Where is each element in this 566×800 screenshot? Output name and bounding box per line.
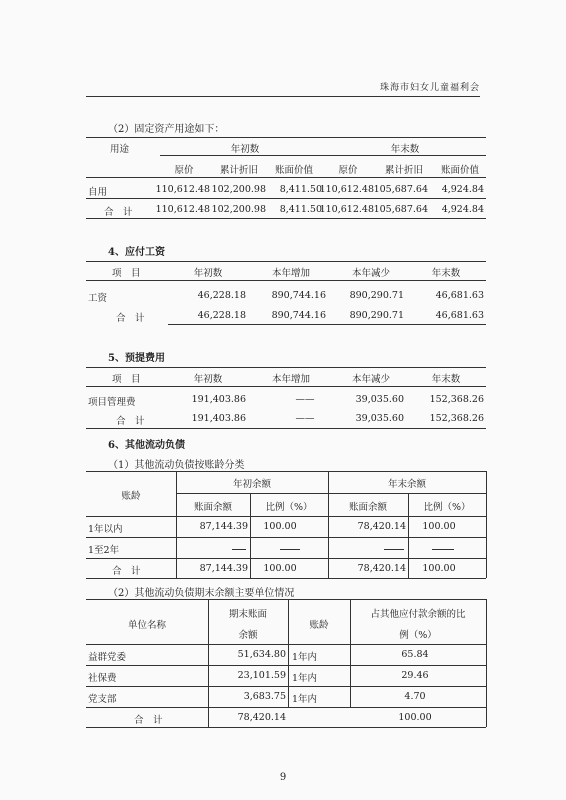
rule <box>486 471 487 578</box>
rule <box>86 428 486 429</box>
cell: 102,200.98 <box>211 184 266 195</box>
cell: 87,144.39 <box>199 563 248 574</box>
cell: 110,612.48 <box>319 184 374 195</box>
rule <box>86 261 486 262</box>
col-start-bal: 年初余额 <box>232 479 271 490</box>
col-head: 年末数 <box>431 268 461 279</box>
row-label: 合 计 <box>112 566 141 577</box>
cell: 29.46 <box>401 670 429 681</box>
col-ratio: 比例（%） <box>423 502 471 513</box>
cell: 191,403.86 <box>191 413 246 424</box>
rule <box>160 155 486 156</box>
rule <box>86 471 486 472</box>
col-head: 本年增加 <box>271 268 310 279</box>
cell: —— <box>295 413 315 424</box>
row-label: 社保费 <box>88 673 117 684</box>
cell: 100.00 <box>422 521 456 532</box>
cell: 4.70 <box>404 691 426 702</box>
rule <box>86 367 486 368</box>
cell: 890,290.71 <box>349 290 404 301</box>
row-label: 合 计 <box>104 207 133 218</box>
row-label: 益群党委 <box>88 652 127 663</box>
rule <box>176 493 486 494</box>
col-ratio: 占其他应付款余额的比 <box>370 609 466 620</box>
row-label: 合 计 <box>116 313 145 324</box>
fixed-asset-title: （2）固定资产用途如下： <box>108 124 225 135</box>
cell: 890,290.71 <box>349 310 404 321</box>
rule <box>86 686 486 687</box>
cell: 1年内 <box>292 694 318 705</box>
subsection-title: （1）其他流动负债按账龄分类 <box>108 460 245 471</box>
cell: 51,634.80 <box>237 649 286 660</box>
cell: 110,612.48 <box>319 204 374 215</box>
rule <box>86 665 486 666</box>
col-ratio: 例（%） <box>399 630 437 641</box>
cell: 39,035.60 <box>355 413 404 424</box>
rule <box>86 537 486 538</box>
section-title: 4、应付工资 <box>108 247 165 258</box>
col-use: 用途 <box>110 144 130 155</box>
cell: 78,420.14 <box>237 712 286 723</box>
blank-dash <box>384 549 404 550</box>
row-label: 党支部 <box>88 694 117 705</box>
section-title: 5、预提费用 <box>108 353 165 364</box>
col-head: 年初数 <box>193 374 223 385</box>
cell: 102,200.98 <box>211 204 266 215</box>
col-age: 账龄 <box>121 491 141 502</box>
col-dep: 累计折旧 <box>219 165 258 176</box>
col-head: 本年减少 <box>351 268 390 279</box>
col-book: 账面余额 <box>348 502 387 513</box>
cell: 3,683.75 <box>243 691 286 702</box>
col-head: 年初数 <box>193 268 223 279</box>
rule <box>86 177 486 178</box>
rule <box>86 198 486 199</box>
section-title: 6、其他流动负债 <box>108 440 185 451</box>
cell: 46,681.63 <box>435 290 484 301</box>
col-orig: 原价 <box>338 165 358 176</box>
blank-dash <box>232 549 246 550</box>
cell: 890,744.16 <box>271 290 326 301</box>
col-end: 年末数 <box>390 144 420 155</box>
cell: 1年内 <box>292 652 318 663</box>
row-label: 1至2年 <box>88 545 120 556</box>
cell: 87,144.39 <box>199 521 248 532</box>
col-end-bal: 年末余额 <box>387 479 426 490</box>
rule <box>86 644 486 645</box>
cell: 152,368.26 <box>429 394 484 405</box>
subsection-title: （2）其他流动负债期末余额主要单位情况 <box>108 588 295 599</box>
cell: 100.00 <box>398 712 432 723</box>
col-head: 年末数 <box>431 374 461 385</box>
cell: 4,924.84 <box>441 184 484 195</box>
row-label: 合 计 <box>116 416 145 427</box>
rule <box>86 137 486 138</box>
cell: 4,924.84 <box>441 204 484 215</box>
cell: 46,228.18 <box>197 310 246 321</box>
page-number: 9 <box>279 772 287 783</box>
col-head: 项 目 <box>112 268 141 279</box>
col-head: 本年减少 <box>351 374 390 385</box>
cell: 65.84 <box>401 649 429 660</box>
cell: 191,403.86 <box>191 394 246 405</box>
row-label: 自用 <box>88 187 108 198</box>
cell: 23,101.59 <box>237 670 286 681</box>
rule <box>168 324 486 325</box>
col-head: 项 目 <box>112 374 141 385</box>
row-label: 1年以内 <box>88 524 123 535</box>
cell: 110,612.48 <box>155 204 210 215</box>
rule <box>86 386 486 387</box>
rule <box>86 707 486 708</box>
cell: —— <box>295 394 315 405</box>
blank-dash <box>432 549 454 550</box>
col-head: 本年增加 <box>271 374 310 385</box>
cell: 8,411.50 <box>279 184 322 195</box>
col-name: 单位名称 <box>127 620 166 631</box>
blank-dash <box>280 549 300 550</box>
rule <box>288 599 289 707</box>
col-book: 账面价值 <box>440 165 479 176</box>
rule <box>86 727 486 728</box>
col-bal: 余额 <box>238 630 258 641</box>
col-start: 年初数 <box>230 144 260 155</box>
rule <box>86 218 486 219</box>
header-rule <box>86 96 480 97</box>
cell: 100.00 <box>263 563 297 574</box>
cell: 105,687.64 <box>373 204 428 215</box>
cell: 78,420.14 <box>357 521 406 532</box>
rule <box>86 578 486 579</box>
col-age: 账龄 <box>309 620 329 631</box>
col-book: 账面余额 <box>193 502 232 513</box>
rule <box>86 558 486 559</box>
cell: 110,612.48 <box>155 184 210 195</box>
header-org: 珠海市妇女儿童福利会 <box>379 83 480 93</box>
cell: 1年内 <box>292 673 318 684</box>
cell: 890,744.16 <box>271 310 326 321</box>
rule <box>486 599 487 727</box>
cell: 152,368.26 <box>429 413 484 424</box>
cell: 46,228.18 <box>197 290 246 301</box>
rule <box>86 516 486 517</box>
col-dep: 累计折旧 <box>384 165 423 176</box>
cell: 46,681.63 <box>435 310 484 321</box>
row-label: 合 计 <box>134 715 163 726</box>
col-ratio: 比例（%） <box>265 502 313 513</box>
col-bal: 期末账面 <box>228 609 267 620</box>
rule <box>86 599 486 600</box>
cell: 105,687.64 <box>373 184 428 195</box>
cell: 8,411.50 <box>279 204 322 215</box>
row-label: 项目管理费 <box>88 397 136 408</box>
col-book: 账面价值 <box>274 165 313 176</box>
cell: 100.00 <box>422 563 456 574</box>
rule <box>86 280 486 281</box>
row-label: 工资 <box>88 293 108 304</box>
cell: 100.00 <box>263 521 297 532</box>
cell: 78,420.14 <box>357 563 406 574</box>
col-orig: 原价 <box>174 165 194 176</box>
cell: 39,035.60 <box>355 394 404 405</box>
